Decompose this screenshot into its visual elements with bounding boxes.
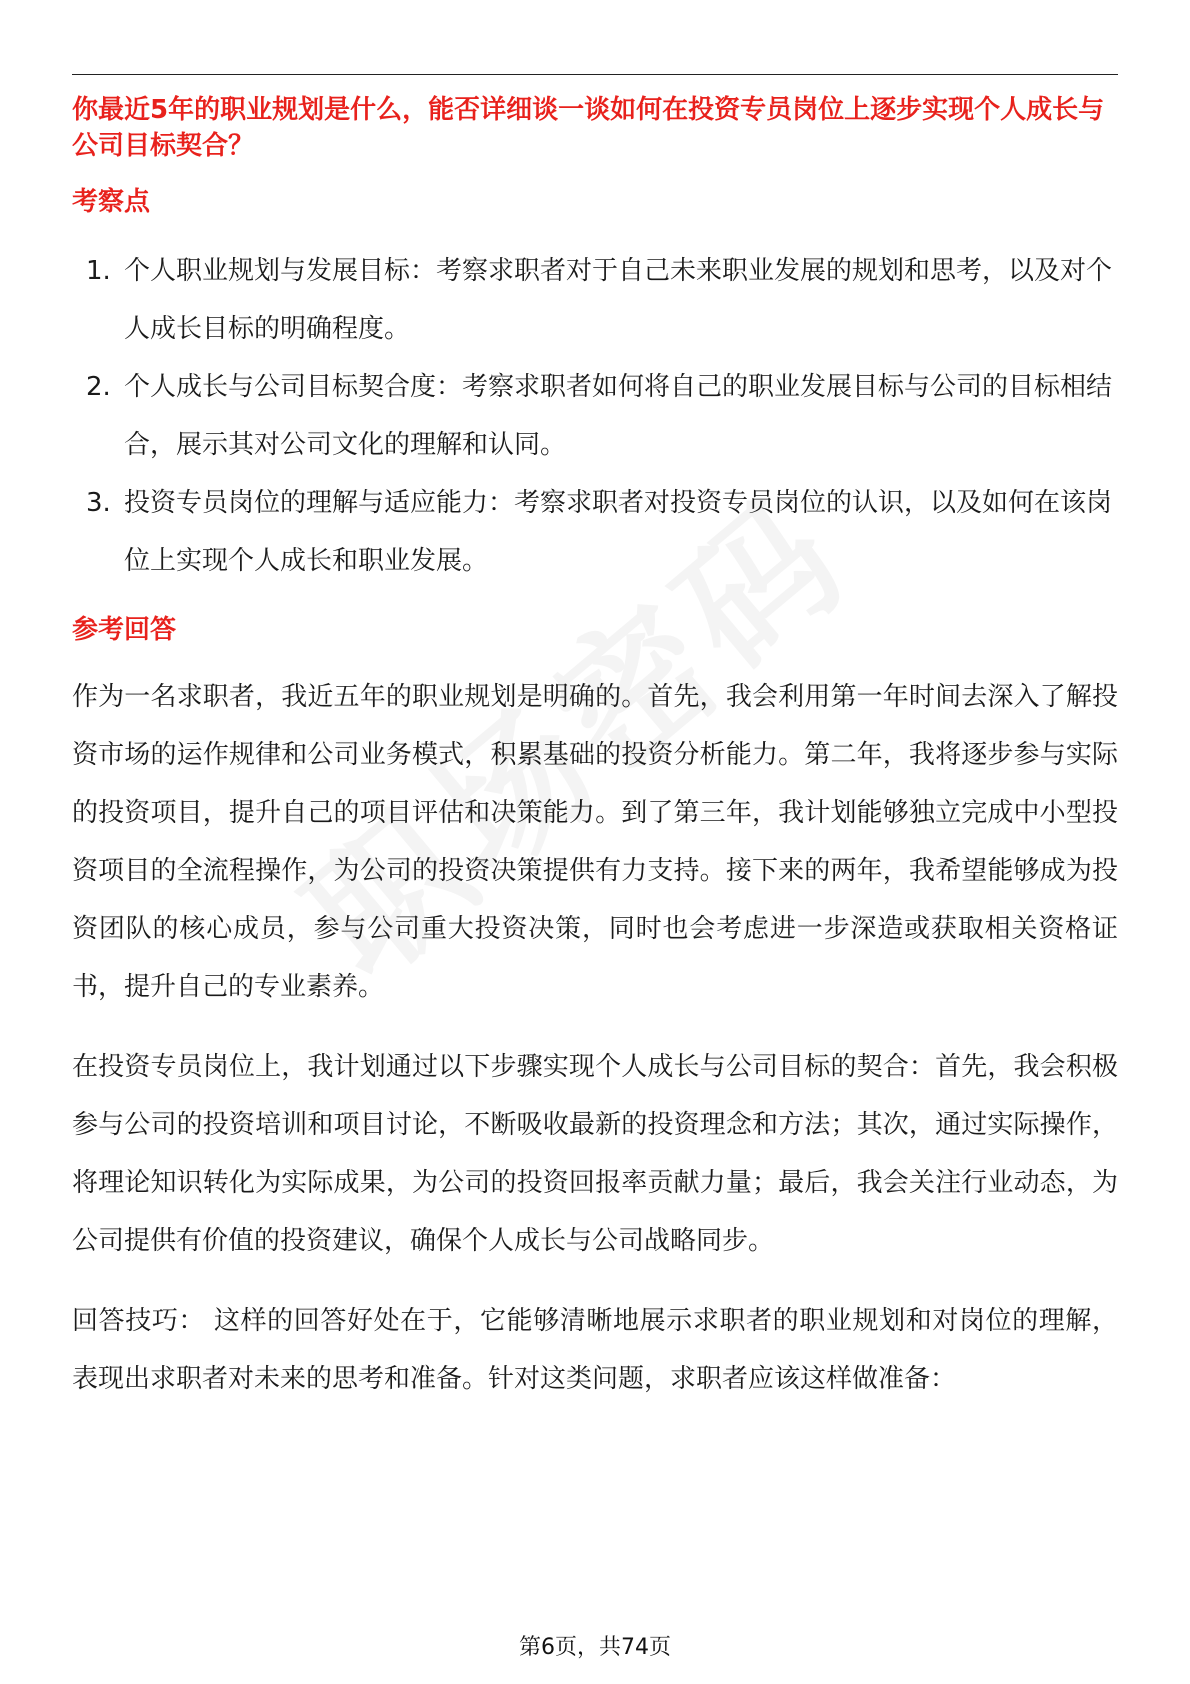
- section-heading-reference-answer: 参考回答: [72, 615, 177, 645]
- list-item-number: 3.: [86, 488, 111, 518]
- answer-paragraph: 作为一名求职者，我近五年的职业规划是明确的。首先，我会利用第一年时间去深入了解投资市场的运作规律和公司业务模式，积累基础的投资分析能力。第二年，我将逐步参与实际的投资项目，提升自己的项目评估和决策能力。到了第三年，我计划能够独立完成中小型投资项目的全流程操作，为公司的投资决策提供有力支持。接下来的两年，我希望能够成为投资团队的核心成员，参与公司重大投资决策，同时也会考虑进一步深造或获取相关资格证书，提升自己的专业素养。: [72, 682, 1118, 1002]
- list-item: [72, 358, 1118, 474]
- list-item-number: 2.: [86, 372, 111, 402]
- list-item-text: 个人成长与公司目标契合度：考察求职者如何将自己的职业发展目标与公司的目标相结合，展示其对公司文化的理解和认同。: [124, 372, 1113, 460]
- question-title: 你最近5年的职业规划是什么，能否详细谈一谈如何在投资专员岗位上逐步实现个人成长与公司目标契合？: [72, 95, 1105, 161]
- page-content: [72, 92, 1118, 1408]
- list-item-text: 投资专员岗位的理解与适应能力：考察求职者对投资专员岗位的认识，以及如何在该岗位上实现个人成长和职业发展。: [124, 488, 1113, 576]
- list-item: [72, 474, 1118, 590]
- evaluation-points-list: [72, 242, 1118, 590]
- answer-tips-paragraph: 回答技巧： 这样的回答好处在于，它能够清晰地展示求职者的职业规划和对岗位的理解，表现出求职者对未来的思考和准备。针对这类问题，求职者应该这样做准备：: [72, 1306, 1118, 1394]
- page-number: 第6页，共74页: [519, 1635, 671, 1660]
- header-rule: [72, 74, 1118, 75]
- list-item-text: 个人职业规划与发展目标：考察求职者对于自己未来职业发展的规划和思考，以及对个人成长目标的明确程度。: [124, 256, 1113, 344]
- answer-paragraph: 在投资专员岗位上，我计划通过以下步骤实现个人成长与公司目标的契合：首先，我会积极参与公司的投资培训和项目讨论，不断吸收最新的投资理念和方法；其次，通过实际操作，将理论知识转化为实际成果，为公司的投资回报率贡献力量；最后，我会关注行业动态，为公司提供有价值的投资建议，确保个人成长与公司战略同步。: [72, 1052, 1118, 1256]
- list-item: [72, 242, 1118, 358]
- section-heading-evaluation-points: 考察点: [72, 187, 151, 217]
- list-item-number: 1.: [86, 256, 111, 286]
